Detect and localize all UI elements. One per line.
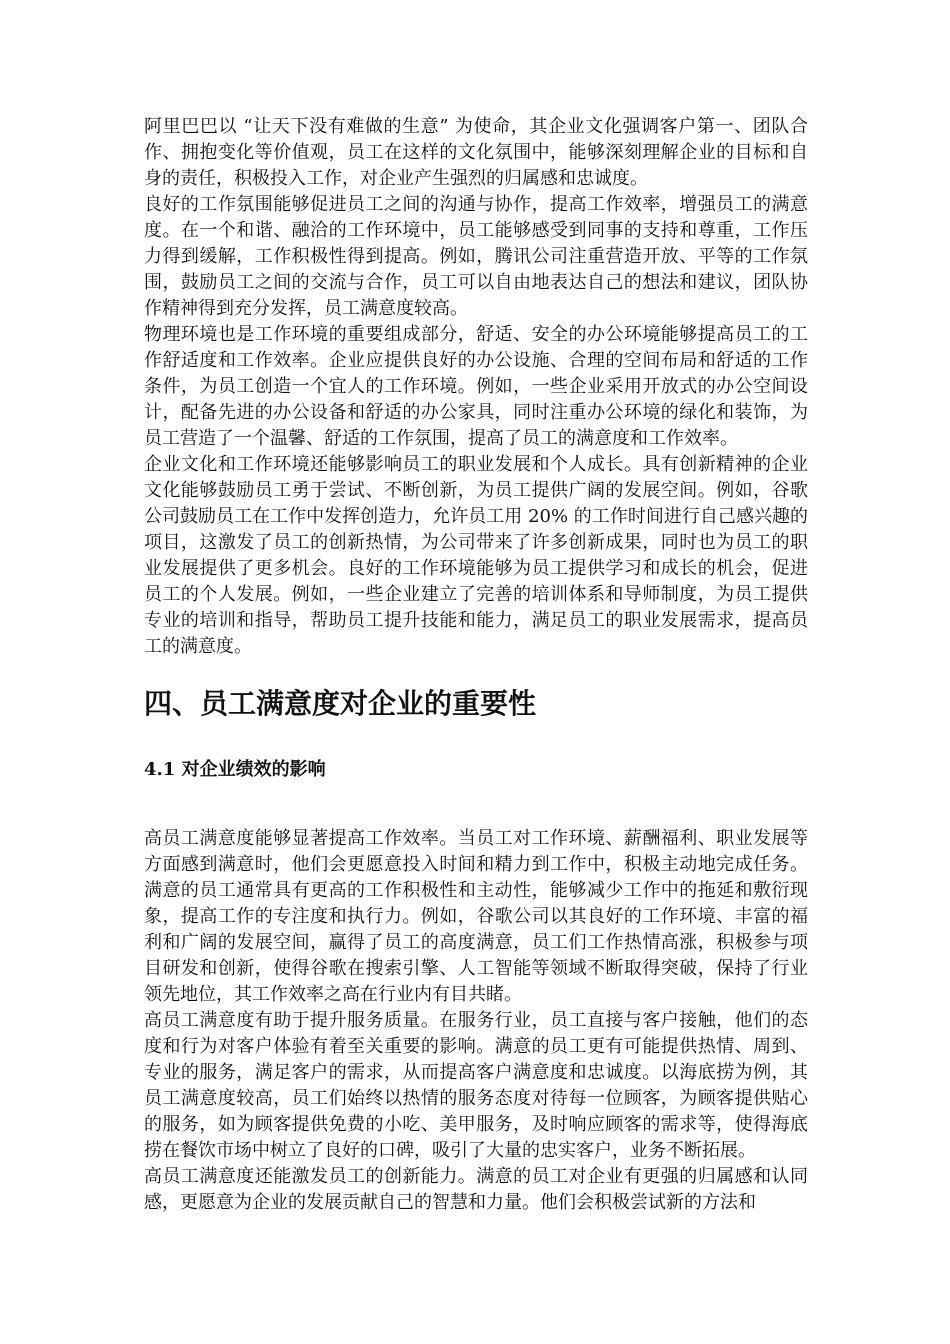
body-paragraph: 物理环境也是工作环境的重要组成部分，舒适、安全的办公环境能够提高员工的工作舒适度和工作效率。企业应提供良好的办公设施、合理的空间布局和舒适的工作条件，为员工创造一个宜人的工作环境。例如，一些企业采用开放式的办公空间设计，配备先进的办公设备和舒适的办公家具，同时注重办公环境的绿化和装饰，为员工营造了一个温馨、舒适的工作氛围，提高了员工的满意度和工作效率。 [144,324,808,449]
body-paragraph: 阿里巴巴以 “让天下没有难做的生意” 为使命，其企业文化强调客户第一、团队合作、拥抱变化等价值观，员工在这样的文化氛围中，能够深刻理解企业的目标和自身的责任，积极投入工作，对企业产生强烈的归属感和忠诚度。 [144,116,808,189]
body-paragraph: 高员工满意度有助于提升服务质量。在服务行业，员工直接与客户接触，他们的态度和行为对客户体验有着至关重要的影响。满意的员工更有可能提供热情、周到、专业的服务，满足客户的需求，从而提高客户满意度和忠诚度。以海底捞为例，其员工满意度较高，员工们始终以热情的服务态度对待每一位顾客，为顾客提供贴心的服务，如为顾客提供免费的小吃、美甲服务，及时响应顾客的需求等，使得海底捞在餐饮市场中树立了良好的口碑，吸引了大量的忠实客户，业务不断拓展。 [144,1010,808,1161]
section-body [144,826,808,1216]
subsection-heading: 4.1 对企业绩效的影响 [144,759,326,780]
body-paragraph: 高员工满意度还能激发员工的创新能力。满意的员工对企业有更强的归属感和认同感，更愿意为企业的发展贡献自己的智慧和力量。他们会积极尝试新的方法和 [144,1166,808,1213]
body-paragraph: 高员工满意度能够显著提高工作效率。当员工对工作环境、薪酬福利、职业发展等方面感到满意时，他们会更愿意投入时间和精力到工作中，积极主动地完成任务。满意的员工通常具有更高的工作积极性和主动性，能够减少工作中的拖延和敷衍现象，提高工作的专注度和执行力。例如，谷歌公司以其良好的工作环境、丰富的福利和广阔的发展空间，赢得了员工的高度满意，员工们工作热情高涨，积极参与项目研发和创新，使得谷歌在搜索引擎、人工智能等领域不断取得突破，保持了行业领先地位，其工作效率之高在行业内有目共睹。 [144,828,808,1005]
section-heading: 四、员工满意度对企业的重要性 [144,687,537,720]
body-paragraph: 企业文化和工作环境还能够影响员工的职业发展和个人成长。具有创新精神的企业文化能够鼓励员工勇于尝试、不断创新，为员工提供广阔的发展空间。例如，谷歌公司鼓励员工在工作中发挥创造力，允许员工用 20% 的工作时间进行自己感兴趣的项目，这激发了员工的创新热情，为公司带来了许多创新成果，同时也为员工的职业发展提供了更多机会。良好的工作环境能够为员工提供学习和成长的机会，促进员工的个人发展。例如，一些企业建立了完善的培训体系和导师制度，为员工提供专业的培训和指导，帮助员工提升技能和能力，满足员工的职业发展需求，提高员工的满意度。 [144,454,808,657]
body-paragraph: 良好的工作氛围能够促进员工之间的沟通与协作，提高工作效率，增强员工的满意度。在一个和谐、融洽的工作环境中，员工能够感受到同事的支持和尊重，工作压力得到缓解，工作积极性得到提高。例如，腾讯公司注重营造开放、平等的工作氛围，鼓励员工之间的交流与合作，员工可以自由地表达自己的想法和建议，团队协作精神得到充分发挥，员工满意度较高。 [144,194,808,319]
document-page [144,114,808,1216]
